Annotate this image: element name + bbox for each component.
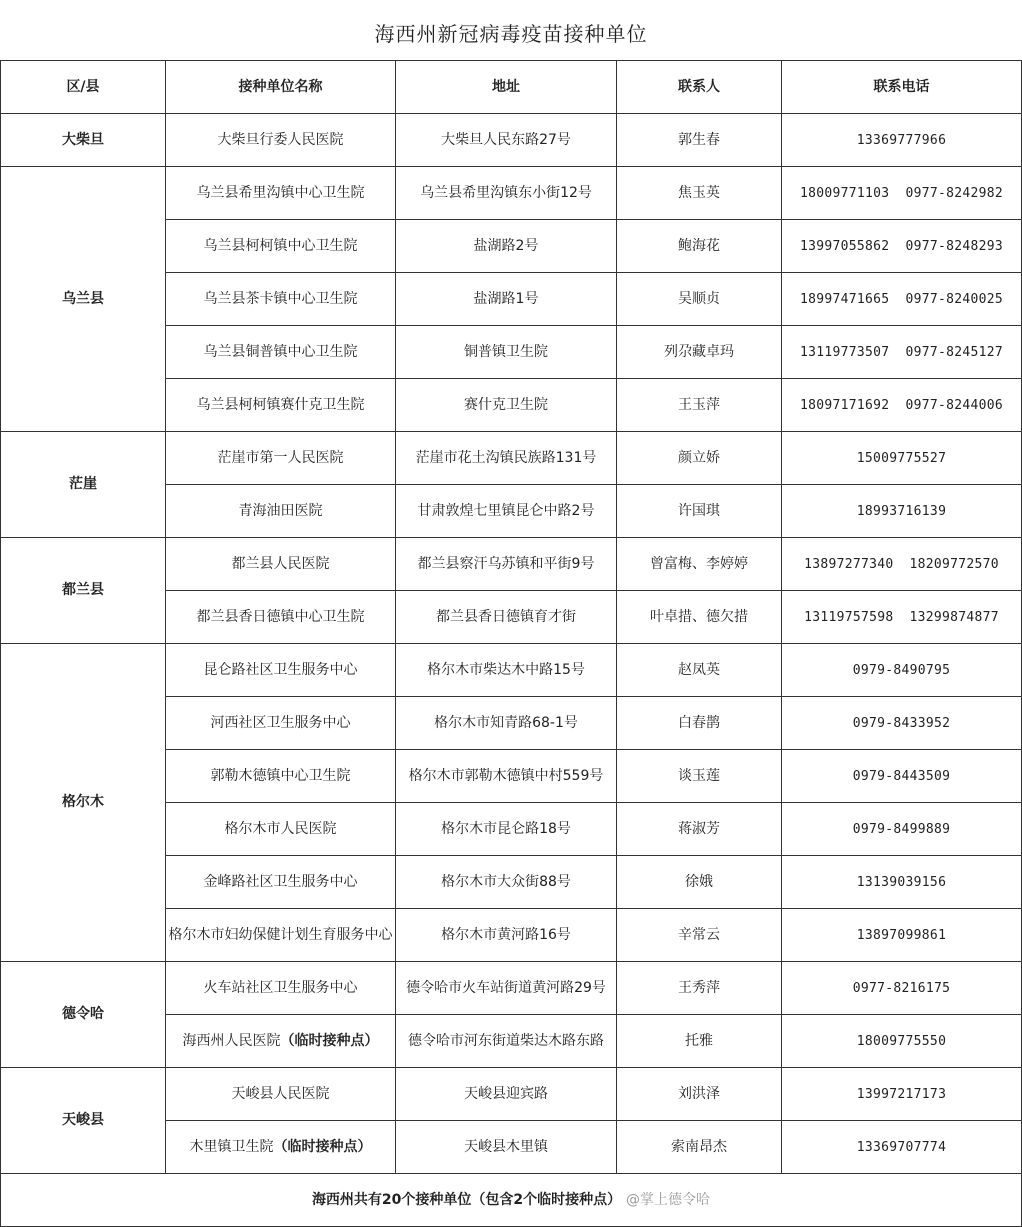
- unit-name: 火车站社区卫生服务中心: [203, 979, 358, 996]
- unit-name-cell: [166, 1121, 396, 1174]
- phone-primary: 18997471665: [800, 291, 890, 307]
- unit-name-cell: [166, 591, 396, 644]
- unit-name: 乌兰县柯柯镇中心卫生院: [203, 237, 358, 254]
- phone-cell: [782, 326, 1022, 379]
- table-row: [1, 167, 1022, 220]
- summary-text: 海西州共有20个接种单位（包含2个临时接种点）: [311, 1191, 622, 1208]
- unit-name: 乌兰县铜普镇中心卫生院: [203, 343, 358, 360]
- contact-cell: 赵凤英: [617, 644, 782, 697]
- header-phone: 联系电话: [782, 61, 1022, 114]
- phone-primary: 13119757598: [804, 609, 894, 625]
- unit-name: 昆仑路社区卫生服务中心: [203, 661, 358, 678]
- unit-name-cell: [166, 909, 396, 962]
- phone-secondary: 0977-8248293: [905, 238, 1003, 254]
- contact-cell: 许国琪: [617, 485, 782, 538]
- phone-cell: [782, 167, 1022, 220]
- unit-name: 都兰县人民医院: [231, 555, 330, 572]
- address-cell: 甘肃敦煌七里镇昆仑中路2号: [396, 485, 617, 538]
- unit-name-cell: [166, 644, 396, 697]
- table-row: [1, 644, 1022, 697]
- unit-name-cell: [166, 1068, 396, 1121]
- temporary-site-note: （临时接种点）: [273, 1138, 372, 1155]
- unit-name-cell: [166, 220, 396, 273]
- unit-name: 金峰路社区卫生服务中心: [203, 873, 358, 890]
- phone-primary: 0979-8490795: [852, 662, 951, 678]
- contact-cell: 王秀萍: [617, 962, 782, 1015]
- summary-cell: [1, 1174, 1022, 1227]
- address-cell: 格尔木市黄河路16号: [396, 909, 617, 962]
- phone-primary: 13897277340: [804, 556, 894, 572]
- address-cell: 盐湖路2号: [396, 220, 617, 273]
- contact-cell: 郭生春: [617, 114, 782, 167]
- contact-cell: 白春鹊: [617, 697, 782, 750]
- contact-cell: 托雅: [617, 1015, 782, 1068]
- address-cell: 格尔木市郭勒木德镇中村559号: [396, 750, 617, 803]
- unit-name: 郭勒木德镇中心卫生院: [210, 767, 351, 784]
- phone-cell: [782, 273, 1022, 326]
- unit-name-cell: [166, 273, 396, 326]
- district-cell: 大柴旦: [1, 114, 166, 167]
- unit-name: 格尔木市人民医院: [224, 820, 337, 837]
- address-cell: 德令哈市火车站街道黄河路29号: [396, 962, 617, 1015]
- unit-name: 木里镇卫生院: [189, 1138, 274, 1155]
- address-cell: 都兰县察汗乌苏镇和平街9号: [396, 538, 617, 591]
- phone-primary: 15009775527: [856, 450, 947, 466]
- table-body: [1, 114, 1022, 1174]
- phone-primary: 18993716139: [856, 503, 947, 519]
- unit-name: 青海油田医院: [238, 502, 323, 519]
- table-row: [1, 114, 1022, 167]
- unit-name-cell: [166, 962, 396, 1015]
- contact-cell: 鲍海花: [617, 220, 782, 273]
- table-row: [1, 432, 1022, 485]
- unit-name: 海西州人民医院: [182, 1032, 281, 1049]
- phone-cell: [782, 432, 1022, 485]
- phone-primary: 0979-8443509: [852, 768, 951, 784]
- phone-cell: [782, 856, 1022, 909]
- unit-name-cell: [166, 114, 396, 167]
- address-cell: 铜普镇卫生院: [396, 326, 617, 379]
- address-cell: 盐湖路1号: [396, 273, 617, 326]
- header-district: 区/县: [1, 61, 166, 114]
- phone-primary: 13119773507: [800, 344, 890, 360]
- phone-primary: 0977-8216175: [852, 980, 951, 996]
- unit-name-cell: [166, 803, 396, 856]
- unit-name-cell: [166, 1015, 396, 1068]
- phone-primary: 0979-8499889: [852, 821, 951, 837]
- unit-name-cell: [166, 538, 396, 591]
- phone-primary: 13997217173: [856, 1086, 947, 1102]
- contact-cell: 列尕藏卓玛: [617, 326, 782, 379]
- contact-cell: 吴顺贞: [617, 273, 782, 326]
- watermark-text: @掌上德令哈: [626, 1191, 711, 1208]
- address-cell: 乌兰县希里沟镇东小街12号: [396, 167, 617, 220]
- address-cell: 格尔木市知青路68-1号: [396, 697, 617, 750]
- contact-cell: 叶卓措、德欠措: [617, 591, 782, 644]
- table-row: [1, 538, 1022, 591]
- phone-cell: [782, 538, 1022, 591]
- phone-primary: 18009775550: [856, 1033, 947, 1049]
- phone-cell: [782, 485, 1022, 538]
- contact-cell: 辛常云: [617, 909, 782, 962]
- unit-name: 河西社区卫生服务中心: [210, 714, 351, 731]
- unit-name-cell: [166, 326, 396, 379]
- unit-name: 乌兰县柯柯镇赛什克卫生院: [196, 396, 365, 413]
- unit-name: 都兰县香日德镇中心卫生院: [196, 608, 365, 625]
- phone-cell: [782, 909, 1022, 962]
- phone-primary: 13997055862: [800, 238, 890, 254]
- district-cell: 乌兰县: [1, 167, 166, 432]
- phone-cell: [782, 1068, 1022, 1121]
- contact-cell: 徐娥: [617, 856, 782, 909]
- phone-secondary: 0977-8244006: [905, 397, 1003, 413]
- district-cell: 天峻县: [1, 1068, 166, 1174]
- phone-cell: [782, 803, 1022, 856]
- phone-primary: 13139039156: [856, 874, 947, 890]
- unit-name: 乌兰县希里沟镇中心卫生院: [196, 184, 365, 201]
- contact-cell: 王玉萍: [617, 379, 782, 432]
- phone-secondary: 0977-8242982: [905, 185, 1003, 201]
- unit-name: 天峻县人民医院: [231, 1085, 330, 1102]
- unit-name-cell: [166, 167, 396, 220]
- phone-cell: [782, 114, 1022, 167]
- address-cell: 格尔木市昆仑路18号: [396, 803, 617, 856]
- address-cell: 格尔木市大众街88号: [396, 856, 617, 909]
- unit-name-cell: [166, 697, 396, 750]
- phone-cell: [782, 591, 1022, 644]
- address-cell: 天峻县木里镇: [396, 1121, 617, 1174]
- address-cell: 德令哈市河东街道柴达木路东路: [396, 1015, 617, 1068]
- address-cell: 茫崖市花土沟镇民族路131号: [396, 432, 617, 485]
- unit-name: 大柴旦行委人民医院: [217, 131, 344, 148]
- contact-cell: 颜立娇: [617, 432, 782, 485]
- district-cell: 茫崖: [1, 432, 166, 538]
- phone-cell: [782, 962, 1022, 1015]
- unit-name: 格尔木市妇幼保健计划生育服务中心: [168, 926, 393, 943]
- phone-primary: 18009771103: [800, 185, 890, 201]
- phone-cell: [782, 750, 1022, 803]
- header-unit-name: 接种单位名称: [166, 61, 396, 114]
- address-cell: 天峻县迎宾路: [396, 1068, 617, 1121]
- address-cell: 赛什克卫生院: [396, 379, 617, 432]
- phone-cell: [782, 697, 1022, 750]
- table-row: [1, 962, 1022, 1015]
- phone-cell: [782, 644, 1022, 697]
- phone-cell: [782, 379, 1022, 432]
- phone-primary: 18097171692: [800, 397, 890, 413]
- phone-primary: 13369707774: [856, 1139, 947, 1155]
- table-header-row: [1, 61, 1022, 114]
- phone-cell: [782, 1015, 1022, 1068]
- contact-cell: 曾富梅、李婷婷: [617, 538, 782, 591]
- unit-name-cell: [166, 750, 396, 803]
- phone-primary: 13897099861: [856, 927, 947, 943]
- table-row: [1, 1068, 1022, 1121]
- contact-cell: 索南昂杰: [617, 1121, 782, 1174]
- header-contact: 联系人: [617, 61, 782, 114]
- unit-name-cell: [166, 432, 396, 485]
- vaccination-sites-table: [0, 60, 1022, 1227]
- phone-primary: 13369777966: [856, 132, 947, 148]
- district-cell: 格尔木: [1, 644, 166, 962]
- district-cell: 都兰县: [1, 538, 166, 644]
- contact-cell: 谈玉莲: [617, 750, 782, 803]
- phone-secondary: 13299874877: [909, 609, 999, 625]
- header-address: 地址: [396, 61, 617, 114]
- temporary-site-note: （临时接种点）: [280, 1032, 379, 1049]
- address-cell: 都兰县香日德镇育才街: [396, 591, 617, 644]
- unit-name-cell: [166, 485, 396, 538]
- district-cell: 德令哈: [1, 962, 166, 1068]
- phone-cell: [782, 1121, 1022, 1174]
- unit-name-cell: [166, 379, 396, 432]
- phone-secondary: 18209772570: [909, 556, 999, 572]
- phone-secondary: 0977-8240025: [905, 291, 1003, 307]
- phone-primary: 0979-8433952: [852, 715, 951, 731]
- unit-name: 茫崖市第一人民医院: [217, 449, 344, 466]
- address-cell: 格尔木市柴达木中路15号: [396, 644, 617, 697]
- contact-cell: 焦玉英: [617, 167, 782, 220]
- contact-cell: 蒋淑芳: [617, 803, 782, 856]
- table-footer-row: [1, 1174, 1022, 1227]
- phone-cell: [782, 220, 1022, 273]
- unit-name: 乌兰县茶卡镇中心卫生院: [203, 290, 358, 307]
- contact-cell: 刘洪泽: [617, 1068, 782, 1121]
- unit-name-cell: [166, 856, 396, 909]
- document-title: 海西州新冠病毒疫苗接种单位: [374, 22, 648, 46]
- address-cell: 大柴旦人民东路27号: [396, 114, 617, 167]
- phone-secondary: 0977-8245127: [905, 344, 1003, 360]
